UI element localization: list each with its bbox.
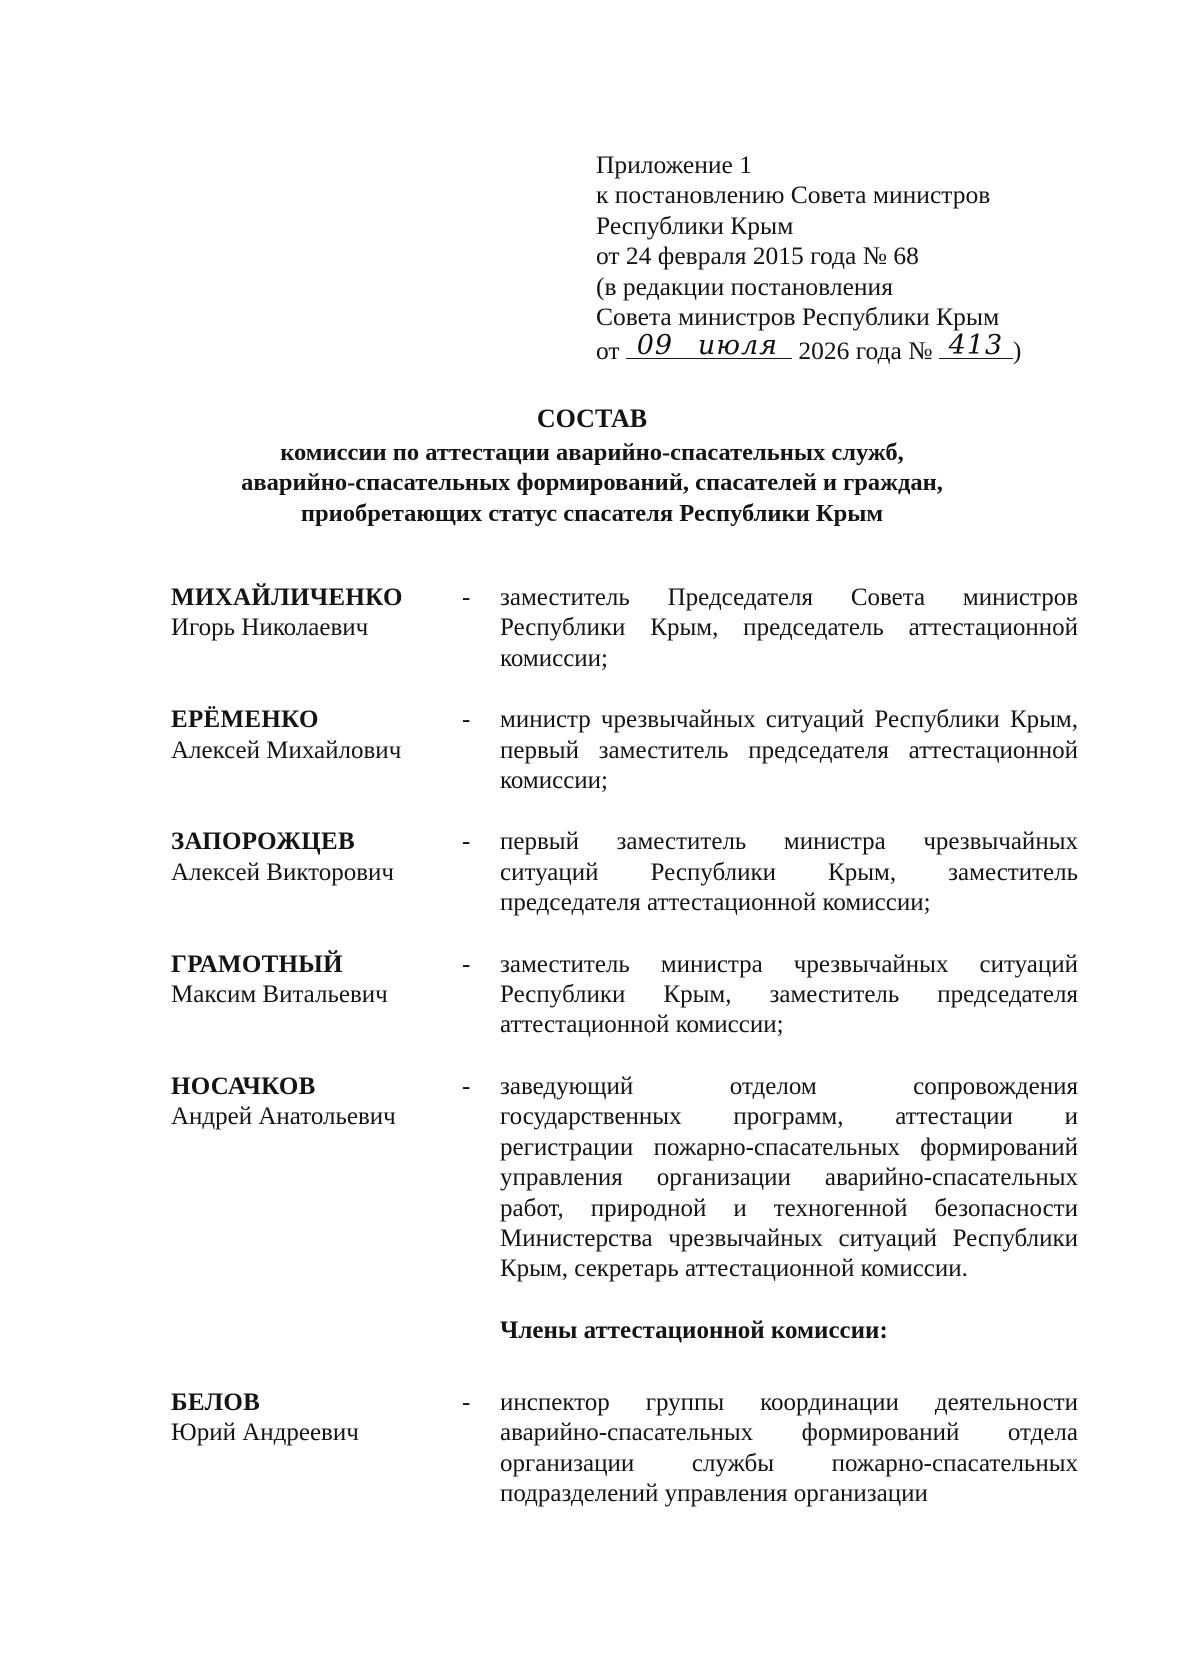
appendix-line-5: (в редакции постановления	[596, 271, 893, 301]
commission-entry	[171, 583, 1083, 674]
position-description: заместитель Председателя Совета министров Республики Крым, председатель аттестационной комиссии;	[500, 584, 1078, 672]
title-main: СОСТАВ	[536, 404, 648, 433]
person-name	[171, 1072, 451, 1133]
given-name: Юрий Андреевич	[171, 1419, 359, 1447]
dash-separator: -	[462, 828, 471, 856]
surname: ЗАПОРОЖЦЕВ	[171, 828, 355, 856]
title-line-3: приобретающих статус спасателя Республики Крым	[300, 499, 884, 527]
commission-entry	[171, 1072, 1083, 1285]
appendix-line-1: Приложение 1	[596, 150, 752, 179]
handwritten-month-field	[684, 330, 792, 362]
appendix-header	[596, 150, 1021, 367]
person-name	[171, 950, 451, 1011]
appendix-line-7	[596, 332, 1021, 366]
commission-entry	[171, 827, 1083, 918]
given-name: Игорь Николаевич	[171, 614, 369, 642]
appendix-line-4: от 24 февраля 2015 года № 68	[596, 241, 919, 271]
members-heading: Члены аттестационной комиссии:	[500, 1316, 888, 1344]
handwritten-number-field	[939, 330, 1013, 362]
appendix-line-6: Совета министров Республики Крым	[596, 302, 1000, 332]
position-description: заместитель министра чрезвычайных ситуаций Республики Крым, заместитель председателя аттестационной комиссии;	[500, 950, 1078, 1039]
document-title	[150, 404, 1034, 529]
dash-separator: -	[462, 584, 471, 611]
title-line-1: комиссии по аттестации аварийно-спасательных служб,	[280, 438, 904, 466]
surname: БЕЛОВ	[171, 1388, 261, 1416]
from-prefix: от	[596, 336, 620, 366]
surname: ЕРЁМЕНКО	[171, 706, 319, 734]
given-name: Андрей Анатольевич	[171, 1103, 396, 1131]
person-name	[171, 705, 451, 766]
given-name: Алексей Михайлович	[171, 736, 402, 764]
dash-separator: -	[462, 1388, 471, 1416]
handwritten-month: июля	[697, 330, 779, 362]
commission-list	[171, 583, 1083, 1540]
year-text: 2026 года №	[798, 336, 933, 366]
closing-paren: )	[1012, 336, 1022, 366]
position-description: первый заместитель министра чрезвычайных ситуаций Республики Крым, заместитель председателя аттестационной комиссии;	[500, 828, 1078, 917]
appendix-line-3: Республики Крым	[596, 210, 794, 240]
surname: ГРАМОТНЫЙ	[171, 950, 343, 978]
dash-separator: -	[462, 706, 471, 734]
person-name	[171, 1388, 451, 1449]
dash-separator: -	[462, 950, 471, 978]
handwritten-number: 413	[948, 330, 1004, 362]
surname: МИХАЙЛИЧЕНКО	[171, 584, 403, 611]
position-description: заведующий отделом сопровождения государственных программ, аттестации и регистрации пожарно-спасательных формирований управления организации аварийно-спасательных работ, природной и техногенной безопасности Министерства чрезвычайных ситуаций Республики Крым, секретарь аттестационной комиссии.	[500, 1072, 1078, 1283]
handwritten-day-field	[626, 330, 684, 362]
dash-separator: -	[462, 1072, 471, 1100]
handwritten-day: 09	[636, 330, 674, 362]
given-name: Максим Витальевич	[171, 981, 388, 1009]
commission-entry	[171, 950, 1083, 1041]
position-description: министр чрезвычайных ситуаций Республики Крым, первый заместитель председателя аттестационной комиссии;	[500, 706, 1078, 795]
given-name: Алексей Викторович	[171, 858, 394, 886]
commission-entry	[171, 1388, 1083, 1510]
surname: НОСАЧКОВ	[171, 1072, 316, 1100]
person-name	[171, 583, 451, 644]
person-name	[171, 827, 451, 888]
position-description: инспектор группы координации деятельности аварийно-спасательных формирований отдела организации службы пожарно-спасательных подразделений управления организации	[500, 1388, 1078, 1507]
appendix-line-2: к постановлению Совета министров	[596, 180, 991, 210]
title-line-2: аварийно-спасательных формирований, спасателей и граждан,	[241, 469, 943, 496]
commission-entry	[171, 705, 1083, 796]
